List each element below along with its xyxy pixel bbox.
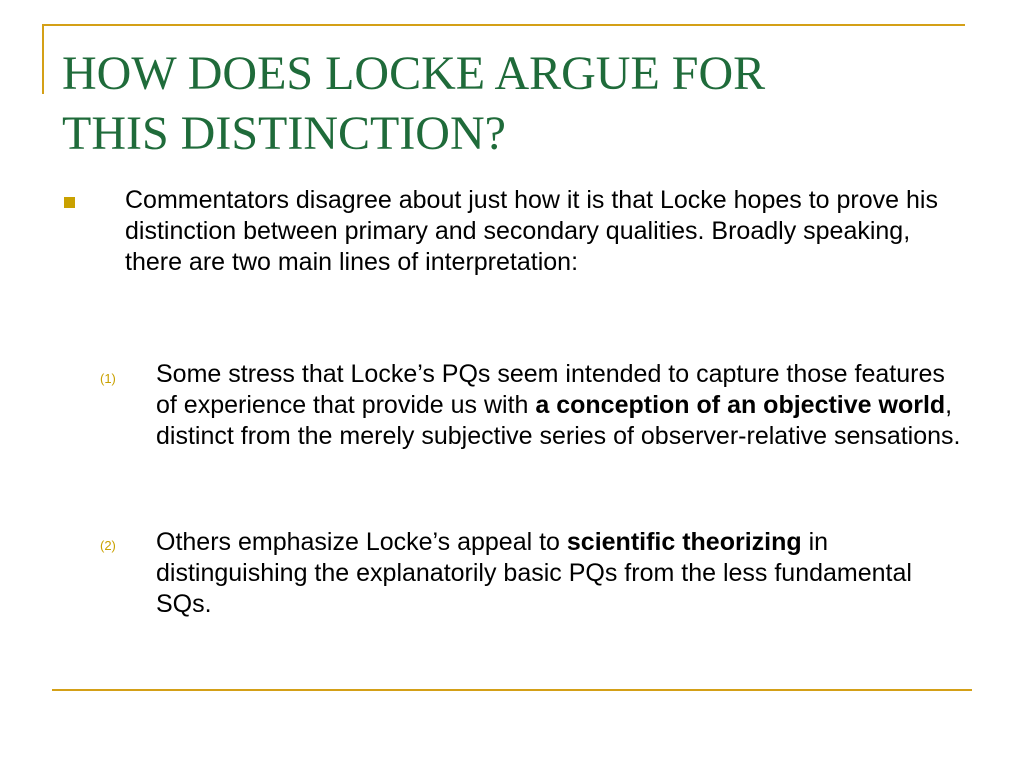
sub-item-1-text-after: , distinct from the merely subjective series of observer-relative sensations. bbox=[156, 391, 961, 450]
slide-title bbox=[62, 44, 962, 164]
sub-item-2-text-after: in distinguishing the explanatorily basic PQs from the less fundamental SQs. bbox=[156, 528, 912, 618]
sub-item-1-text-before: Some stress that Locke’s PQs seem intended to capture those features of experience that provide us with bbox=[156, 360, 945, 419]
sub-item-1-text bbox=[156, 359, 966, 452]
slide-title-line-2: THIS DISTINCTION? bbox=[62, 107, 506, 160]
sub-item-number-2: (2) bbox=[100, 538, 116, 553]
slide-title-line-1: HOW DOES LOCKE ARGUE FOR bbox=[62, 47, 766, 100]
main-bullet-text: Commentators disagree about just how it is that Locke hopes to prove his distinction between primary and secondary qualities. Broadly speaking, there are two main lines of interpretation: bbox=[125, 186, 938, 276]
square-bullet-icon bbox=[64, 197, 75, 208]
bottom-accent-rule bbox=[52, 689, 972, 691]
top-accent-rule bbox=[42, 24, 965, 26]
left-accent-rule bbox=[42, 24, 44, 94]
sub-item-2-text-before: Others emphasize Locke’s appeal to bbox=[156, 528, 567, 556]
sub-item-2-bold: scientific theorizing bbox=[566, 528, 802, 556]
sub-item-1-bold: a conception of an objective world bbox=[535, 391, 946, 419]
sub-item-number-1: (1) bbox=[100, 371, 116, 386]
sub-item-2-text bbox=[156, 527, 966, 620]
